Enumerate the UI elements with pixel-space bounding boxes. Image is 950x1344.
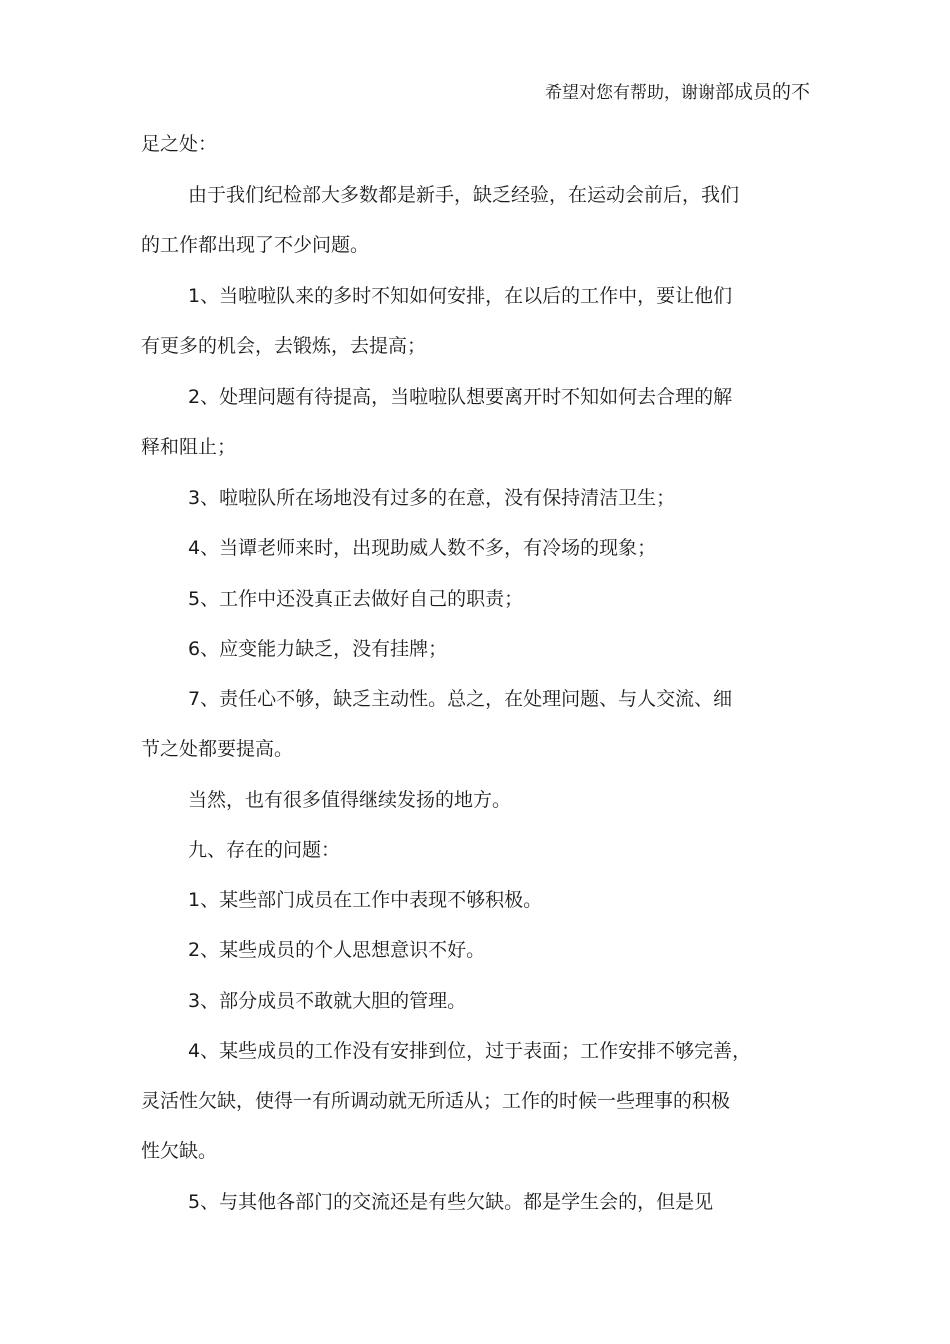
list-item-1-cont: 有更多的机会，去锻炼，去提高； <box>141 335 427 357</box>
problem-item-4: 4、某些成员的工作没有安排到位，过于表面；工作安排不够完善， <box>188 1040 752 1062</box>
list-item-2: 2、处理问题有待提高，当啦啦队想要离开时不知如何去合理的解 <box>188 386 733 408</box>
list-item-7-cont: 节之处都要提高。 <box>141 738 294 760</box>
problem-item-4-cont: 灵活性欠缺，使得一有所调动就无所适从；工作的时候一些理事的积极 <box>141 1090 731 1112</box>
problem-item-4-cont-2: 性欠缺。 <box>141 1140 218 1162</box>
list-item-3: 3、啦啦队所在场地没有过多的在意，没有保持清洁卫生； <box>188 487 676 509</box>
paragraph-intro: 由于我们纪检部大多数都是新手，缺乏经验，在运动会前后，我们 <box>188 184 740 206</box>
list-item-4: 4、当谭老师来时，出现助威人数不多，有冷场的现象； <box>188 537 657 559</box>
header-prefix: 希望对您有帮助，谢谢 <box>544 83 715 103</box>
problem-item-2: 2、某些成员的个人思想意识不好。 <box>188 939 486 961</box>
header-continuation-line <box>545 78 810 107</box>
text-line-continuation: 足之处： <box>141 133 218 155</box>
paragraph-positive: 当然，也有很多值得继续发扬的地方。 <box>188 789 512 811</box>
list-item-5: 5、工作中还没真正去做好自己的职责； <box>188 588 524 610</box>
problem-item-3: 3、部分成员不敢就大胆的管理。 <box>188 990 467 1012</box>
list-item-7: 7、责任心不够，缺乏主动性。总之，在处理问题、与人交流、细 <box>188 688 733 710</box>
list-item-6: 6、应变能力缺乏，没有挂牌； <box>188 638 448 660</box>
problem-item-5: 5、与其他各部门的交流还是有些欠缺。都是学生会的，但是见 <box>188 1191 714 1213</box>
header-suffix: 部成员的不 <box>714 81 810 103</box>
paragraph-intro-cont: 的工作都出现了不少问题。 <box>141 234 370 256</box>
section-heading-problems: 九、存在的问题： <box>188 839 341 861</box>
list-item-2-cont: 释和阻止； <box>141 436 237 458</box>
problem-item-1: 1、某些部门成员在工作中表现不够积极。 <box>188 889 543 911</box>
list-item-1: 1、当啦啦队来的多时不知如何安排，在以后的工作中，要让他们 <box>188 285 733 307</box>
